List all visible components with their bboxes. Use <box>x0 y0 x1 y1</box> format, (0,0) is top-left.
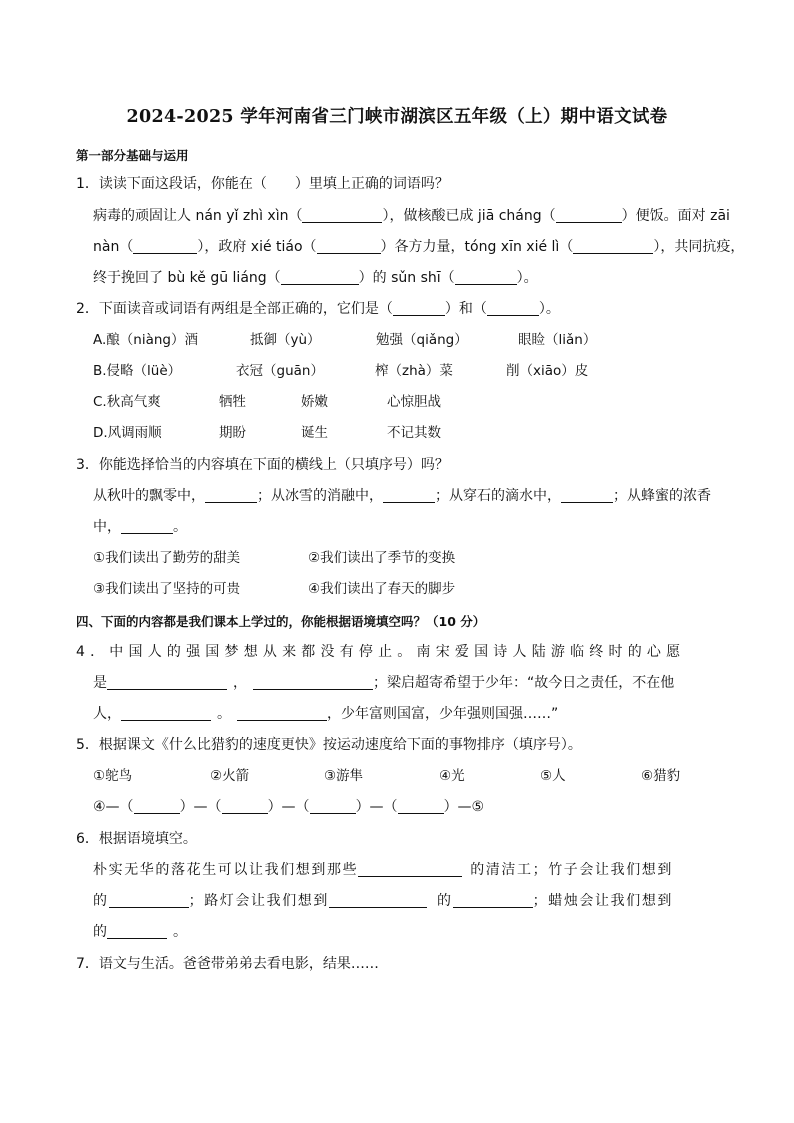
q6-line-2: 的 ；路灯会让我们想到 的 ；蜡烛会让我们想到 <box>93 893 674 909</box>
answer-blank[interactable] <box>393 300 445 316</box>
answer-blank[interactable] <box>237 705 327 721</box>
answer-blank[interactable] <box>281 269 359 285</box>
q1-stem: 1．读读下面这段话，你能在（ ）里填上正确的词语吗？ <box>76 176 449 192</box>
part-one-heading: 第一部分基础与运用 <box>76 148 189 163</box>
answer-blank[interactable] <box>121 705 211 721</box>
answer-blank[interactable] <box>253 674 373 690</box>
q5-item-3: ③游隼 <box>324 768 364 784</box>
q3-option-2: ②我们读出了季节的变换 <box>308 550 456 566</box>
answer-blank[interactable] <box>487 300 539 316</box>
q5-stem: 5．根据课文《什么比猎豹的速度更快》按运动速度给下面的事物排序（填序号）。 <box>76 737 582 753</box>
q3-option-3: ③我们读出了坚持的可贵 <box>93 581 241 597</box>
answer-blank[interactable] <box>109 892 189 908</box>
answer-blank[interactable] <box>317 238 381 254</box>
answer-blank[interactable] <box>455 269 517 285</box>
answer-blank[interactable] <box>329 892 427 908</box>
answer-blank[interactable] <box>556 207 622 223</box>
answer-blank[interactable] <box>398 798 444 814</box>
q5-order-line: ④—（ ）—（ ）—（ ）—（ ）—⑤ <box>93 799 485 815</box>
q5-item-4: ④光 <box>439 768 465 784</box>
q2-stem: 2．下面读音或词语有两组是全部正确的，它们是（ ）和（ ）。 <box>76 301 560 317</box>
q6-stem: 6．根据语境填空。 <box>76 831 197 847</box>
answer-blank[interactable] <box>134 798 180 814</box>
q3-option-1: ①我们读出了勤劳的甜美 <box>93 550 241 566</box>
answer-blank[interactable] <box>383 487 435 503</box>
answer-blank[interactable] <box>107 923 167 939</box>
q4-line-2: 是 ， ；梁启超寄希望于少年：“故今日之责任，不在他 <box>93 675 675 691</box>
part-four-heading: 四、下面的内容都是我们课本上学过的，你能根据语境填空吗？（10 分） <box>76 614 486 629</box>
q1-line-1: 病毒的顽固让人 nán yǐ zhì xìn（ ），做核酸已成 jiā cháng（ ）便饭。面对 zāi <box>93 208 730 224</box>
exam-title: 2024-2025 学年河南省三门峡市湖滨区五年级（上）期中语文试卷 <box>126 107 668 127</box>
q7-stem: 7．语文与生活。爸爸带弟弟去看电影，结果…… <box>76 956 379 972</box>
answer-blank[interactable] <box>222 798 268 814</box>
q3-line-1: 从秋叶的飘零中， ；从冰雪的消融中， ；从穿石的滴水中， ；从蜂蜜的浓香 <box>93 488 711 504</box>
q6-line-1: 朴实无华的落花生可以让我们想到那些 的清洁工；竹子会让我们想到 <box>93 862 674 878</box>
q3-stem: 3．你能选择恰当的内容填在下面的横线上（只填序号）吗？ <box>76 457 449 473</box>
q3-line-2: 中， 。 <box>93 519 187 535</box>
answer-blank[interactable] <box>121 518 173 534</box>
q6-line-3: 的 。 <box>93 924 187 940</box>
answer-blank[interactable] <box>310 798 356 814</box>
q3-option-4: ④我们读出了春天的脚步 <box>308 581 456 597</box>
exam-page: 2024-2025 学年河南省三门峡市湖滨区五年级（上）期中语文试卷 第一部分基础与运用 1．读读下面这段话，你能在（ ）里填上正确的词语吗？ 病毒的顽固让人 nán yǐ zhì xìn（ ），做核酸已成 jiā cháng（ ）便饭。面对 zāi nàn（ ），政府 xié tiáo（ ）各方力量，tóng xīn xié lì（ ），共同抗疫， 终于挽回了 bù kě gū liáng（ ）的 sǔn shī（ ）。 2．下面读音或词语有两组是全部正确的，它们是（ ）和（ ）。 A.酿（niàng）酒 抵御（yù） 勉强（qiǎng） 眼睑（liǎn） B.侵略（lüè） 衣冠（guān） 榨（zhà）菜 削（xiāo）皮 C.秋高气爽 牺牲 娇嫩 心惊胆战 D.风调雨顺 期盼 诞生 不记其数 3．你能选择恰当的内容填在下面的横线上（只填序号）吗？ 从秋叶的飘零中， ；从冰雪的消融中， ；从穿石的滴水中， ；从蜂蜜的浓香 中， 。 ①我们读出了勤劳的甜美 ②我们读出了季节的变换 ③我们读出了坚持的可贵 ④我们读出了春天的脚步 四、下面的内容都是我们课本上学过的，你能根据语境填空吗？（10 分） 4．中国人的强国梦想从来都没有停止。南宋爱国诗人陆游临终时的心愿 是 ， ；梁启超寄希望于少年：“故今日之责任，不在他 人， 。 ，少年富则国富，少年强则国强……” 5．根据课文《什么比猎豹的速度更快》按运动速度给下面的事物排序（填序号）。 ①鸵鸟 ②火箭 ③游隼 ④光 ⑤人 ⑥猎豹 ④—（ ）—（ ）—（ ）—（ ）—⑤ 6．根据语境填空。 朴实无华的落花生可以让我们想到那些 的清洁工；竹子会让我们想到 的 ；路灯会让我们想到 的 ；蜡烛会让我们想到 的 。 7．语文与生活。爸爸带弟弟去看电影，结果…… <box>0 0 794 1123</box>
q5-item-2: ②火箭 <box>210 768 250 784</box>
q5-item-5: ⑤人 <box>540 768 566 784</box>
answer-blank[interactable] <box>561 487 613 503</box>
answer-blank[interactable] <box>107 674 227 690</box>
answer-blank[interactable] <box>453 892 533 908</box>
answer-blank[interactable] <box>133 238 197 254</box>
q5-item-1: ①鸵鸟 <box>93 768 133 784</box>
q1-line-3: 终于挽回了 bù kě gū liáng（ ）的 sǔn shī（ ）。 <box>93 270 538 286</box>
answer-blank[interactable] <box>358 861 462 877</box>
q4-line-3: 人， 。 ，少年富则国富，少年强则国强……” <box>93 706 559 722</box>
q1-line-2: nàn（ ），政府 xié tiáo（ ）各方力量，tóng xīn xié lì（ ），共同抗疫， <box>93 239 745 255</box>
q5-item-6: ⑥猎豹 <box>641 768 681 784</box>
answer-blank[interactable] <box>573 238 653 254</box>
answer-blank[interactable] <box>205 487 257 503</box>
q4-line-1: 4．中国人的强国梦想从来都没有停止。南宋爱国诗人陆游临终时的心愿 <box>76 644 686 660</box>
answer-blank[interactable] <box>302 207 382 223</box>
